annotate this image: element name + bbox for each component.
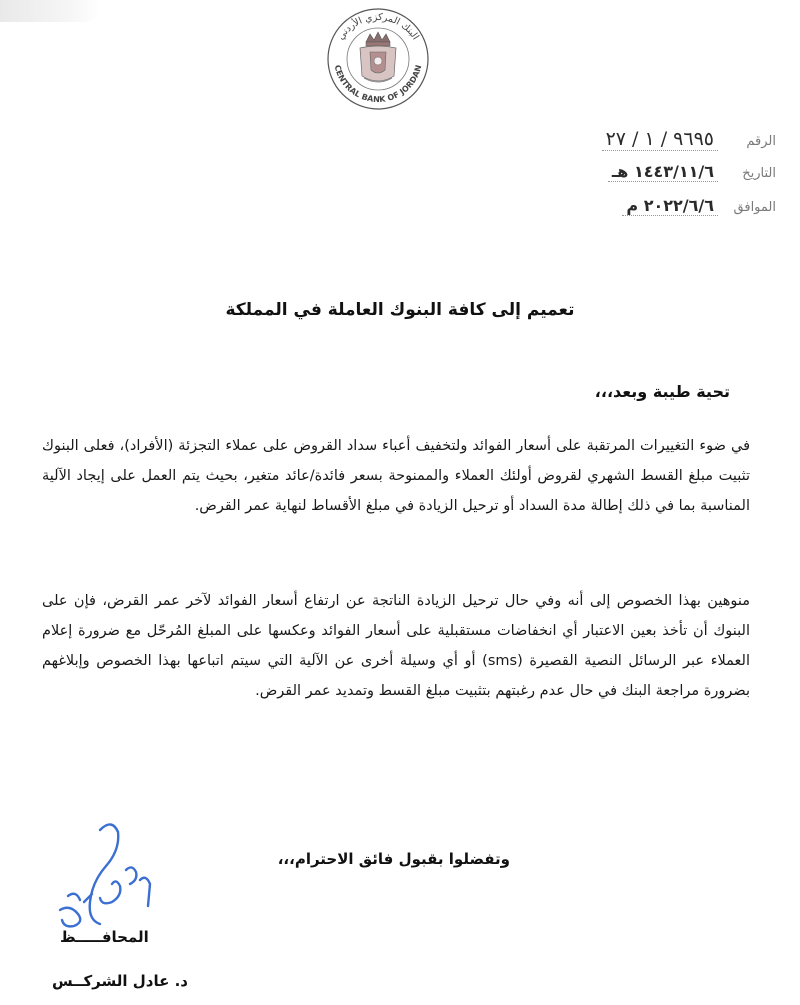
reference-row — [602, 128, 776, 151]
reference-label: الرقم — [746, 134, 776, 149]
letter-paragraph-1: في ضوء التغييرات المرتقبة على أسعار الفوائد ولتخفيف أعباء سداد القروض على عملاء التجزئة (الأفراد)، فعلى البنوك تثبيت مبلغ القسط الشهري لقروض أولئك العملاء والممنوحة بسعر فائدة/عائد متغير، بحيث يتم العمل على إيجاد الآلية المناسبة بما في ذلك إطالة مدة السداد أو ترحيل الزيادة في مبلغ الأقساط لنهاية عمر القرض. — [42, 438, 750, 514]
signatory-name: د. عادل الشركــس — [52, 972, 188, 990]
letter-closing: وتفضلوا بقبول فائق الاحترام،،، — [277, 850, 510, 868]
letter-title: تعميم إلى كافة البنوك العاملة في المملكة — [225, 300, 575, 320]
hijri-date: ١٤٤٣/١١/٦ هـ — [608, 162, 718, 182]
letter-paragraph-2: منوهين بهذا الخصوص إلى أنه وفي حال ترحيل الزيادة الناتجة عن ارتفاع أسعار الفوائد لآخر عمر القرض، فإن على البنوك أن تأخذ بعين الاعتبار أي انخفاضات مستقبلية على أسعار الفوائد وعكسها على المبلغ المُرحّل مع ضرورة إعلام العملاء عبر الرسائل النصية القصيرة (sms) أو أي وسيلة أخرى عن الآلية التي سيتم اتباعها بهذا الخصوص وإبلاغهم بضرورة مراجعة البنك في حال عدم رغبتهم بتثبيت مبلغ القسط وتمديد عمر القرض. — [42, 593, 750, 699]
letter-greeting: تحية طيبة وبعد،،، — [594, 382, 730, 401]
signatory-role: المحافـــــظ — [60, 928, 149, 946]
scan-corner-shadow — [0, 0, 100, 22]
corresponding-label: الموافق — [733, 200, 776, 215]
svg-text:البنك المركزي الأردني: البنك المركزي الأردني — [335, 11, 421, 43]
gregorian-date: ٢٠٢٢/٦/٦ م — [622, 196, 718, 216]
reference-number: ٩٦٩٥ / ١ / ٢٧ — [602, 128, 718, 151]
svg-text:CENTRAL BANK OF JORDAN: CENTRAL BANK OF JORDAN — [332, 64, 424, 105]
hijri-date-row — [608, 162, 776, 182]
gregorian-date-row — [622, 196, 776, 216]
date-label: التاريخ — [742, 166, 776, 181]
central-bank-seal-icon — [322, 6, 434, 112]
